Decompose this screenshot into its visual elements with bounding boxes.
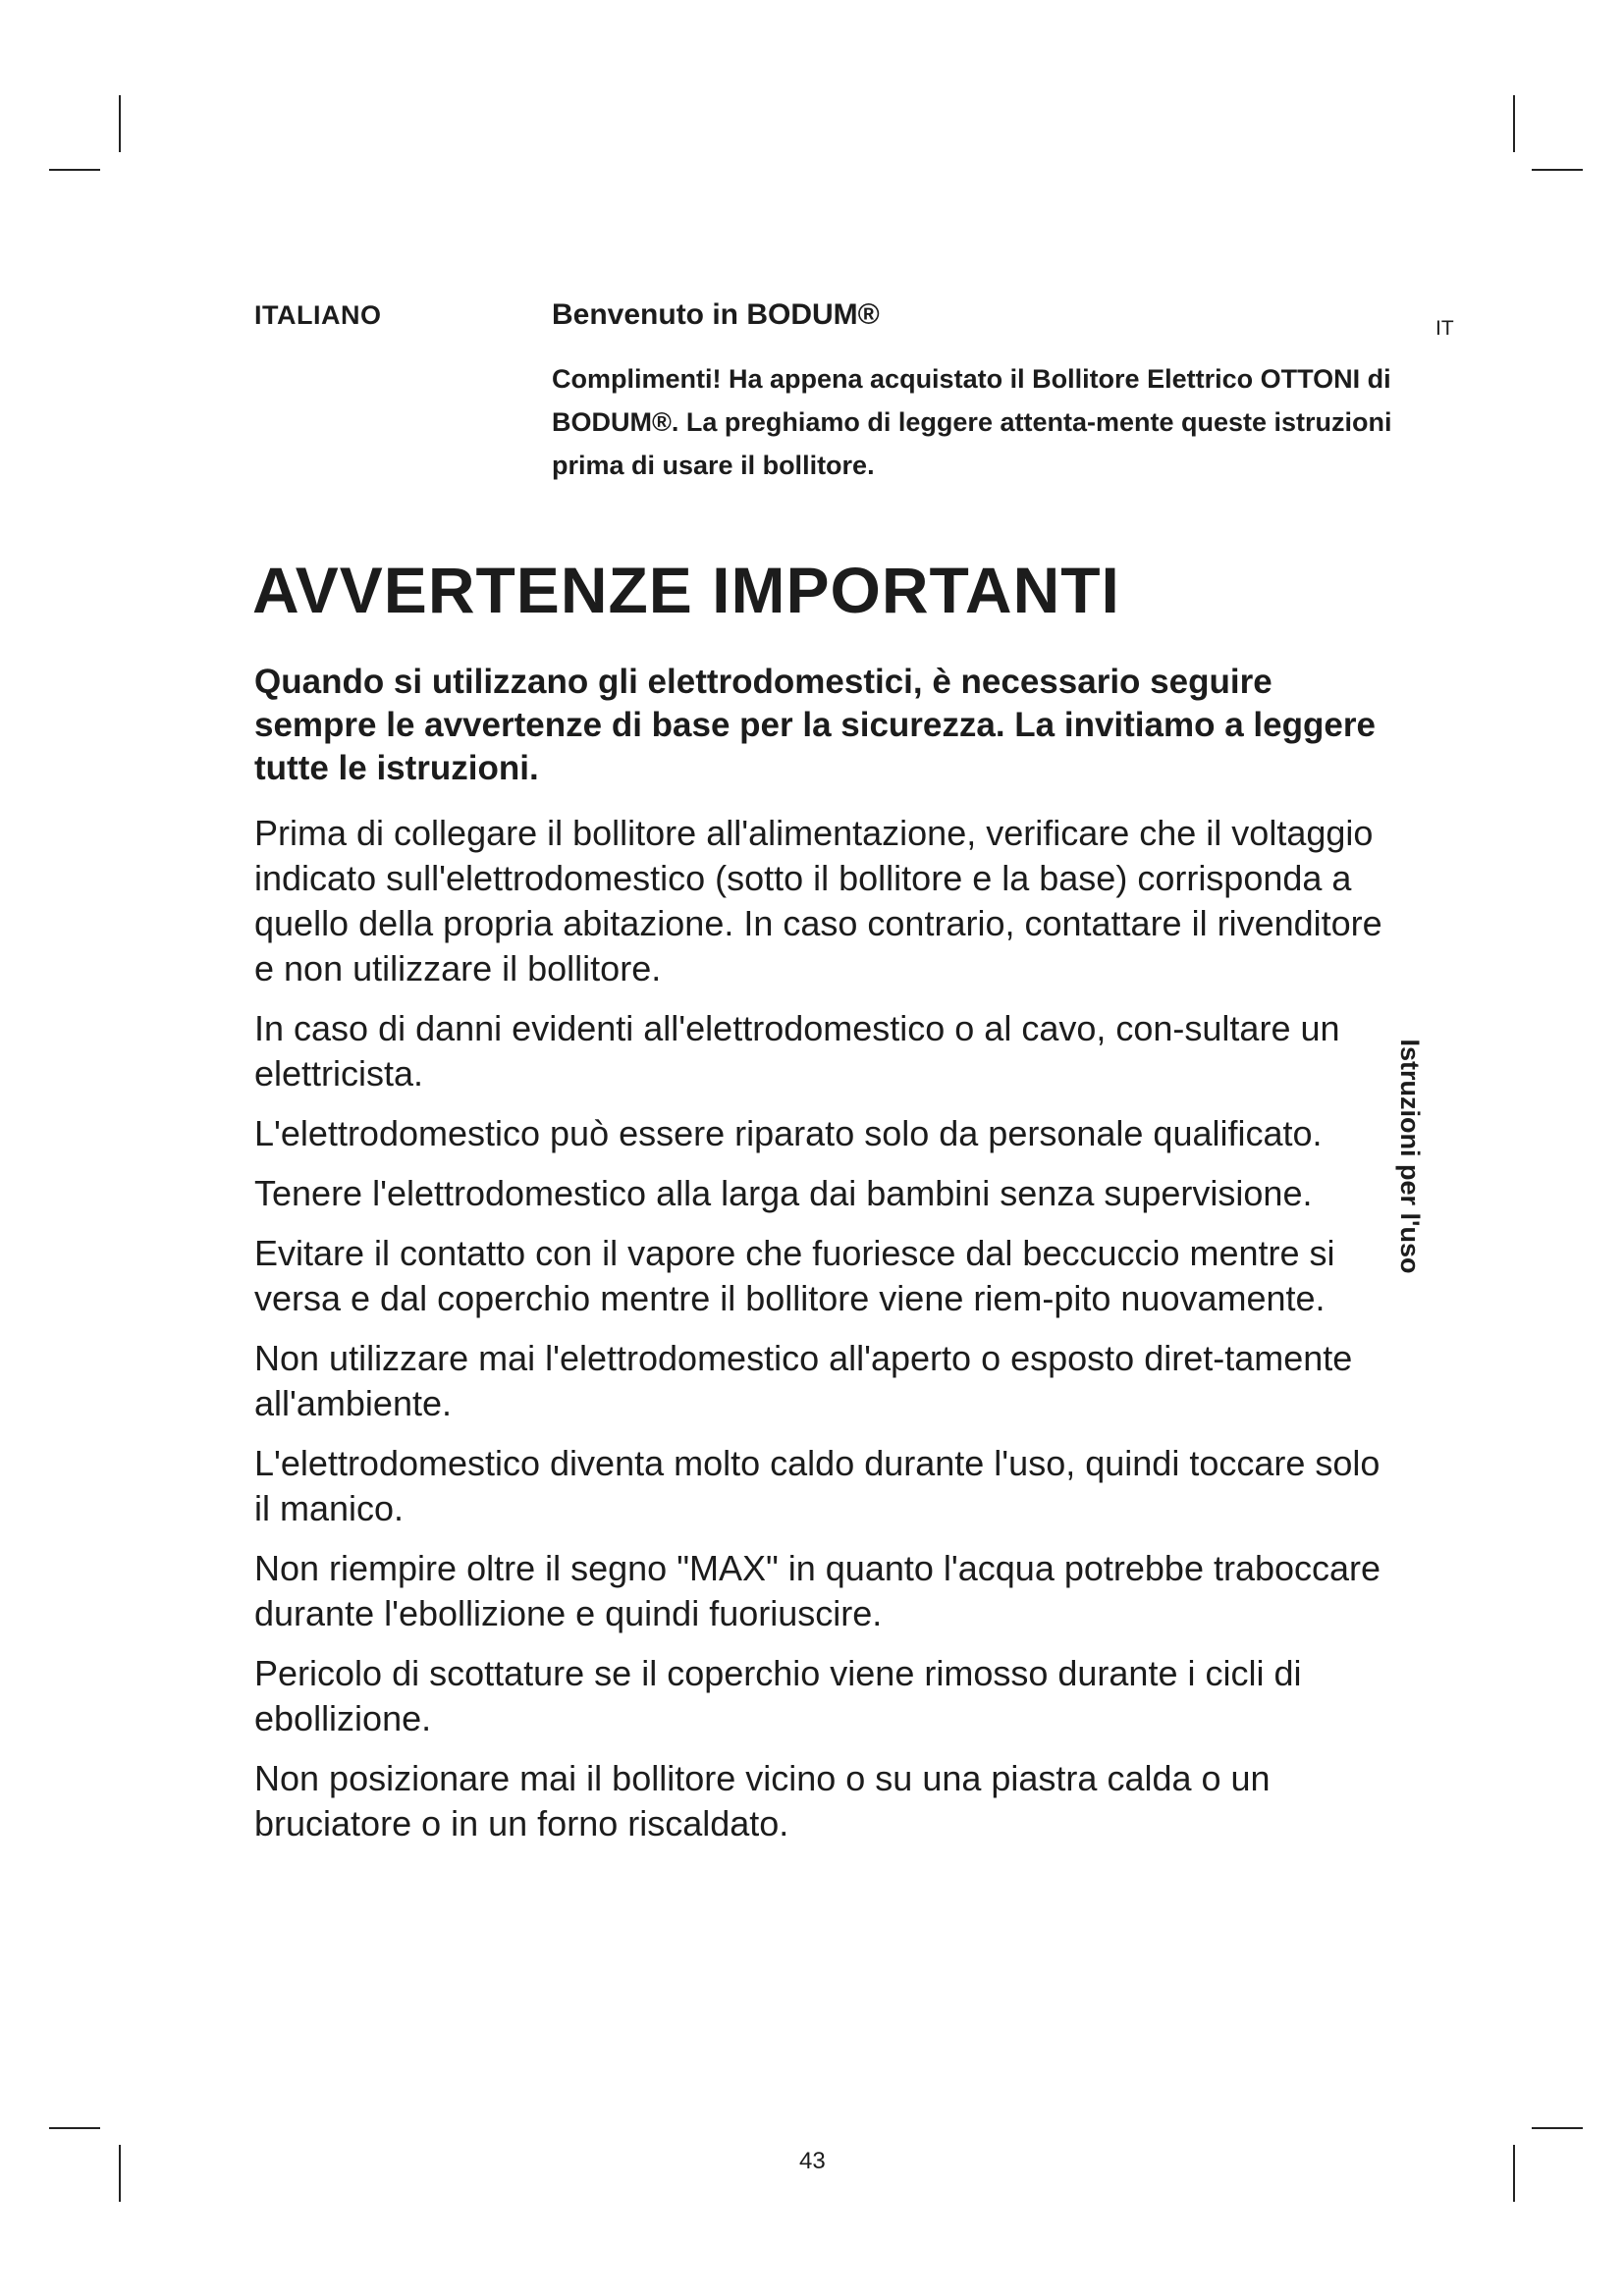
language-code: IT <box>1435 317 1454 340</box>
crop-mark-bottom-left-vertical <box>119 2145 121 2202</box>
warning-item: Prima di collegare il bollitore all'alimentazione, verificare che il voltaggio indicato sull'elettrodomestico (sotto il bollitore e la base) corrisponda a quello della propria abitazione. In caso contrario, contattare il rivenditore e non utilizzare il bollitore. <box>254 813 1382 988</box>
crop-mark-bottom-right-vertical <box>1513 2145 1515 2202</box>
warnings-lead: Quando si utilizzano gli elettrodomestici, è necessario seguire sempre le avvertenze di base per la sicurezza. La invitiamo a leggere tutte le istruzioni. <box>254 663 1376 787</box>
warning-item: Non utilizzare mai l'elettrodomestico all'aperto o esposto diret-tamente all'ambiente. <box>254 1338 1353 1423</box>
warning-item: Non riempire oltre il segno "MAX" in quanto l'acqua potrebbe traboccare durante l'ebollizione e quindi fuoriuscire. <box>254 1548 1381 1633</box>
warning-item: L'elettrodomestico può essere riparato solo da personale qualificato. <box>254 1113 1323 1153</box>
side-section-label: Istruzioni per l'uso <box>1395 1039 1425 1274</box>
warning-item: In caso di danni evidenti all'elettrodomestico o al cavo, con-sultare un elettricista. <box>254 1008 1340 1094</box>
page-title: AVVERTENZE IMPORTANTI <box>252 554 1120 626</box>
intro-paragraph: Complimenti! Ha appena acquistato il Bollitore Elettrico OTTONI di BODUM®. La preghiamo di leggere attenta-mente queste istruzioni prima di usare il bollitore. <box>552 364 1392 480</box>
page-number: 43 <box>799 2148 826 2174</box>
warnings-list <box>254 811 1398 1861</box>
crop-mark-top-right-horizontal <box>1532 169 1583 171</box>
warning-item: Evitare il contatto con il vapore che fuoriesce dal beccuccio mentre si versa e dal coperchio mentre il bollitore viene riem-pito nuovamente. <box>254 1233 1335 1318</box>
crop-mark-top-left-horizontal <box>49 169 100 171</box>
language-label: ITALIANO <box>254 300 382 330</box>
crop-mark-top-right-vertical <box>1513 95 1515 152</box>
warning-item: Tenere l'elettrodomestico alla larga dai bambini senza supervisione. <box>254 1173 1313 1213</box>
crop-mark-bottom-left-horizontal <box>49 2127 100 2129</box>
warning-item: Pericolo di scottature se il coperchio viene rimosso durante i cicli di ebollizione. <box>254 1653 1302 1738</box>
warning-item: Non posizionare mai il bollitore vicino o su una piastra calda o un bruciatore o in un forno riscaldato. <box>254 1758 1271 1843</box>
warning-item: L'elettrodomestico diventa molto caldo durante l'uso, quindi toccare solo il manico. <box>254 1443 1380 1528</box>
crop-mark-top-left-vertical <box>119 95 121 152</box>
welcome-title: Benvenuto in BODUM® <box>552 298 880 331</box>
crop-mark-bottom-right-horizontal <box>1532 2127 1583 2129</box>
